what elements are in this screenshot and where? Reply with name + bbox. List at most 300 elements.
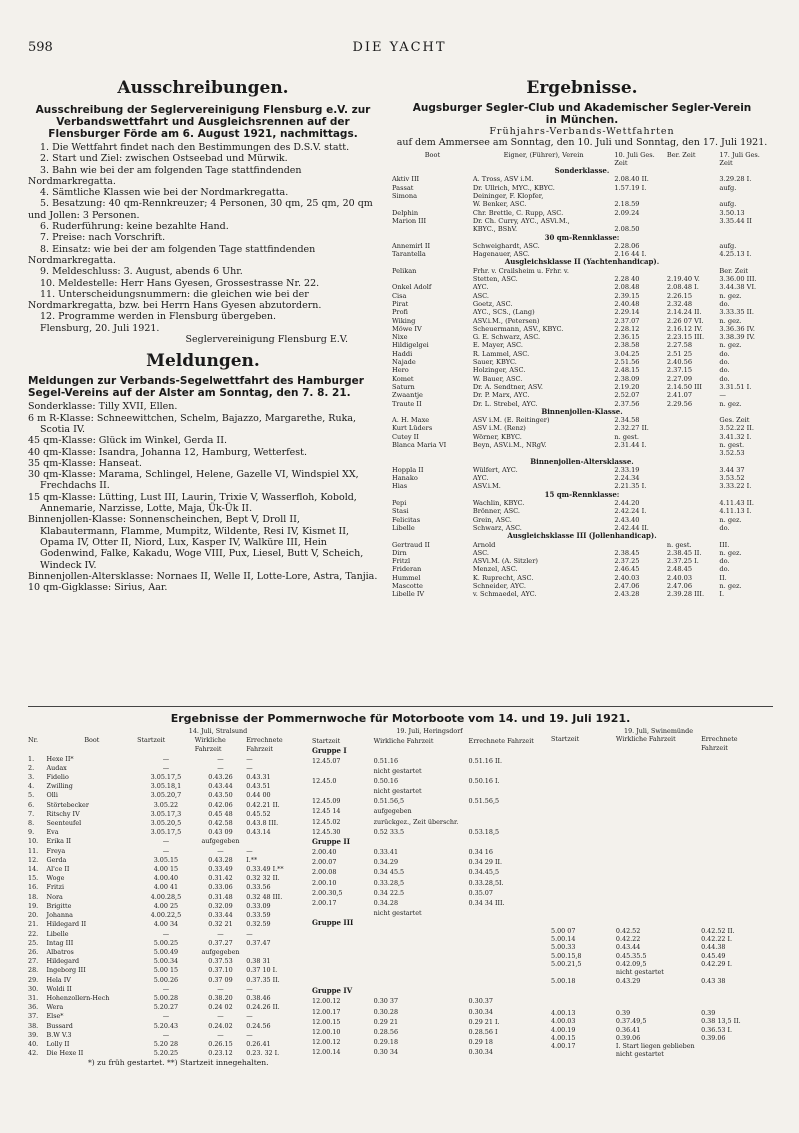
cell-w: 0.51.56,5	[373, 797, 405, 806]
cell-n: 36.	[28, 1003, 39, 1012]
cell-r: 2.47.06	[666, 582, 693, 591]
table-row	[28, 847, 308, 856]
cell-b: Hohenzollern-Hech	[46, 993, 110, 1002]
cell-e: —	[246, 846, 253, 855]
class-heading-row	[392, 234, 772, 242]
cell-b: Passat	[392, 183, 414, 192]
ausschreibung-item: 9. Meldeschluss: 3. August, abends 6 Uhr.	[40, 266, 243, 278]
cell-g2: do.	[719, 374, 730, 383]
cell-g2: n. gez.	[719, 548, 742, 557]
cell-e	[469, 818, 547, 828]
cell-s: —	[162, 763, 170, 772]
table-row	[28, 791, 308, 800]
cell-g: 2.39.15	[614, 291, 640, 300]
hdr-err-2: Errechnete Fahrzeit	[468, 736, 534, 745]
cell-b: Hildegard	[46, 957, 80, 966]
cell-e	[246, 948, 308, 957]
cell-s: 3.05.15	[153, 855, 179, 864]
cell-g: 2.31.44 I.	[614, 440, 647, 449]
cell-s: 3.05.20,7	[150, 791, 182, 800]
cell-b: Libelle	[392, 523, 415, 532]
cell-e: 0.43.14	[246, 828, 271, 837]
table-row	[312, 807, 547, 817]
cell-e: Hagenauer, ASC.	[472, 250, 530, 259]
cell-w: 0.32.09	[208, 901, 233, 910]
cell-r	[667, 225, 720, 233]
cell-e: 0.51.16 II.	[468, 756, 503, 765]
table-row	[28, 773, 308, 782]
cell-w: 0.30.28	[373, 1007, 399, 1016]
table-row	[312, 787, 547, 797]
cell-b: Hanako	[392, 474, 418, 483]
cell-b: Annemirl II	[392, 241, 431, 250]
cell-e: I.**	[246, 855, 258, 864]
hdr-nr: Nr.	[28, 736, 38, 745]
cell-b	[392, 275, 473, 283]
cell-w: 0.39.06	[615, 1033, 641, 1042]
cell-b: Freya	[46, 846, 66, 855]
cell-b	[392, 449, 473, 457]
cell-s: 5.00.33	[551, 943, 576, 952]
cell-e: 0.43 38	[701, 976, 726, 985]
cell-g2: 3.41.32 I.	[719, 432, 752, 441]
table-row	[392, 383, 772, 391]
meldung-item: Binnenjollen-Altersklasse: Nornaes II, Welle II, Lotte-Lore, Astra, Tanjia.	[28, 570, 378, 582]
cell-r	[667, 416, 720, 424]
cell-w: 0.33.49	[208, 865, 233, 874]
table-row	[392, 209, 772, 217]
table-row	[392, 375, 772, 383]
table-row	[312, 1038, 547, 1048]
table-row	[392, 184, 772, 192]
cell-n: 11.	[28, 846, 39, 855]
cell-r	[667, 482, 720, 490]
cell-n: 5.	[28, 791, 35, 800]
cell-e	[469, 767, 547, 777]
table-row	[312, 1008, 547, 1018]
cell-b: Cisa	[392, 291, 407, 300]
table-row	[312, 848, 547, 858]
cell-g2: aufg.	[719, 200, 737, 209]
table-row	[392, 308, 772, 316]
cell-e	[246, 837, 308, 846]
table-row	[312, 777, 547, 787]
cell-n: 15.	[28, 874, 39, 883]
table-row	[392, 275, 772, 283]
cell-r	[667, 267, 720, 275]
cell-n: 31.	[28, 993, 39, 1002]
cell-e: A. Tross, ASV i.M.	[472, 175, 534, 184]
class-heading: Ausgleichsklasse II (Yachtenhandicap).	[504, 257, 660, 267]
cell-b: Profi	[392, 308, 408, 317]
meldung-item: 35 qm-Klasse: Hanseat.	[28, 457, 142, 469]
cell-b: Simona	[392, 192, 418, 201]
cell-b: Al'ce II	[46, 865, 70, 874]
cell-b: Hummel	[392, 573, 421, 582]
cell-r	[667, 424, 720, 432]
cell-e: 0.44 00	[246, 791, 271, 800]
cell-g: 2.24.34	[614, 474, 640, 483]
cell-e	[701, 968, 766, 976]
cell-w: 0.26.15	[208, 1039, 233, 1048]
pommernwoche-title: Ergebnisse der Pommernwoche für Motorboote vom 14. und 19. Juli 1921.	[170, 712, 631, 725]
cell-e: 0.45.52	[246, 809, 271, 818]
cell-b: Onkel Adolf	[392, 283, 432, 292]
cell-w: 0.34 22.5	[373, 888, 405, 897]
section-heading-meldungen: Meldungen.	[146, 351, 260, 372]
ausschreibung-item: 10. Meldestelle: Herr Hans Gyesen, Grossestrasse Nr. 22.	[40, 277, 320, 289]
cell-n: 28.	[28, 966, 39, 975]
cell-b: Ingeborg III	[46, 966, 86, 975]
group-heading: Gruppe II	[312, 836, 350, 846]
cell-b: Frideran	[392, 565, 422, 574]
cell-b: Johanna	[46, 911, 73, 920]
cell-g: 2.33.19	[614, 465, 640, 474]
table-row	[28, 893, 308, 902]
meldungen-list	[28, 401, 378, 593]
cell-s: 3.05.18,1	[150, 782, 182, 791]
table-row	[392, 433, 772, 441]
cell-s: 4.00.28,5	[150, 892, 182, 901]
table-row	[28, 874, 308, 883]
table-row	[392, 341, 772, 349]
table-row	[551, 1034, 766, 1042]
cell-r	[667, 524, 720, 532]
cell-b: Hildegard II	[46, 920, 87, 929]
cell-g2: 3.53.52	[719, 474, 745, 483]
ausschreibung-list	[28, 142, 378, 334]
cell-g: 2.51.56	[614, 358, 640, 367]
table-row	[28, 1031, 308, 1040]
table-row	[28, 902, 308, 911]
cell-g2: do.	[719, 523, 730, 532]
cell-g	[614, 267, 667, 275]
cell-w: 0.43.28	[208, 855, 233, 864]
cell-n: 16.	[28, 883, 39, 892]
cell-b: Erika II	[46, 837, 72, 846]
cell-r: 2.38.45 II.	[666, 548, 702, 557]
cell-s: 5.20.43	[153, 1021, 179, 1030]
table-row	[392, 416, 772, 424]
cell-e: Wachlin, KBYC.	[472, 499, 525, 508]
cell-r	[667, 449, 720, 457]
cell-w: —	[217, 984, 224, 993]
cell-b: Pirat	[392, 299, 409, 308]
table-row	[392, 242, 772, 250]
table-row	[28, 985, 308, 994]
cell-w: 0.33.44	[208, 911, 233, 920]
ausschreibung-item: 11. Unterscheidungsnummern: die gleichen wie bei der Nordmarkregatta, bzw. bei Herrn Hans Gyesen abzutordern.	[28, 288, 322, 312]
cell-n: 4.	[28, 782, 35, 791]
cell-r: 2.23.15 III.	[666, 333, 705, 342]
cell-s: 12.45.0	[312, 776, 337, 785]
cell-g: 2.32.27 II.	[614, 424, 649, 433]
group-heading: Gruppe IV	[312, 986, 353, 996]
cell-g2: —	[719, 391, 727, 400]
cell-w: 0.37 09	[208, 975, 233, 984]
ausschreibung-item: 1. Die Wettfahrt findet nach den Bestimmungen des D.S.V. statt.	[40, 142, 350, 153]
cell-b: Dirn	[392, 548, 407, 557]
cell-w: 0.33.28,5	[373, 878, 405, 887]
table-row	[28, 755, 308, 764]
cell-e: 0.24.26 II.	[246, 1003, 280, 1012]
cell-b: Olli	[46, 791, 58, 800]
cell-w: 0.30 34	[373, 1048, 399, 1057]
cell-e: Chr. Brettle, C. Rupp, ASC.	[472, 208, 564, 217]
table-row	[28, 939, 308, 948]
cell-e: 0.34 29 II.	[468, 858, 503, 867]
cell-g: 2.19.20	[614, 382, 640, 391]
ausschreibung-item: 8. Einsatz: wie bei der am folgenden Tage stattfindenden Nordmarkregatta.	[28, 243, 316, 266]
cell-w: 0.24.02	[208, 1021, 233, 1030]
hdr-wirk-3: Wirkliche Fahrzeit	[615, 735, 676, 744]
cell-e: —	[246, 1012, 253, 1021]
cell-b: Libelle	[46, 929, 69, 938]
cell-s: 3.05.22	[153, 800, 179, 809]
table-row	[392, 300, 772, 308]
table-row	[28, 930, 308, 939]
table-row	[28, 1003, 308, 1012]
cell-s: 5.00 07	[551, 926, 576, 935]
cell-e: 0.30.34	[468, 1007, 493, 1016]
cell-s: 2.00.10	[312, 878, 337, 887]
cell-g: 2.42.24 I.	[614, 507, 647, 516]
cell-s: 4.00.17	[551, 1042, 576, 1051]
cell-e: 0.29 21 I.	[468, 1017, 500, 1026]
cell-r	[667, 209, 720, 217]
cell-e: 0.30.34	[468, 1048, 493, 1057]
col-ges: 10. Juli Ges. Zeit	[614, 150, 655, 167]
cell-g2: n. gest.	[719, 440, 745, 449]
cell-e: 0.45.49	[701, 951, 726, 960]
meldung-item: 45 qm-Klasse: Glück im Winkel, Gerda II.	[28, 435, 227, 447]
cell-b: Pepi	[392, 499, 407, 508]
cell-w: 0.34.29	[373, 858, 399, 867]
cell-g: 2.37.56	[614, 399, 640, 408]
cell-b: Hoppla II	[392, 465, 424, 474]
cell-n: 9.	[28, 828, 35, 837]
cell-g2: 4.25.13 I.	[719, 250, 752, 259]
group-heading-row	[312, 747, 547, 757]
cell-b: Kurt Lüders	[392, 424, 433, 433]
table-row	[551, 960, 766, 968]
cell-b: Woge	[46, 874, 65, 883]
cell-b	[392, 225, 473, 233]
cell-g2: do.	[719, 358, 730, 367]
cell-s	[551, 968, 616, 976]
results-table	[392, 151, 772, 599]
cell-e: R. Lammel, ASC.	[472, 349, 530, 358]
cell-b: Hexe II*	[46, 754, 74, 763]
swinemuende-table	[551, 727, 766, 1059]
cell-b: Fidelio	[46, 773, 69, 782]
cell-e: Dr. A. Sendtner, ASV.	[472, 382, 543, 391]
cell-s: 4.00.13	[551, 1008, 576, 1017]
cell-b: Else*	[46, 1012, 64, 1021]
cell-s: 2.00.17	[312, 898, 337, 907]
cell-s: 3.05.20,5	[150, 819, 182, 828]
cell-w: 0.37.27	[208, 938, 233, 947]
cell-w: 0.42.06	[208, 800, 233, 809]
cell-s: 12.00.15	[312, 1017, 341, 1026]
table-row	[392, 267, 772, 275]
cell-w: —	[217, 929, 224, 938]
cell-e: —	[246, 1030, 253, 1039]
hdr-start-3: Startzeit	[551, 735, 580, 744]
ausschreibung-item: 7. Preise: nach Vorschrift.	[40, 232, 166, 244]
ausschreibung-item: 3. Bahn wie bei der am folgenden Tage stattfindenden Nordmarkregatta.	[28, 164, 302, 187]
cell-e: G. E. Schwarz, ASC.	[472, 333, 541, 342]
cell-e: 0.37.47	[246, 938, 271, 947]
table-row	[28, 856, 308, 865]
table-row	[392, 192, 772, 200]
meldung-item: Binnenjollen-Klasse: Sonnenscheinchen, Bept V, Droll II, Klabautermann, Flamme, Mumpitz, Wildente, Resi IV, Kismet II, Opama IV, Otter II, Niord, Lux, Kasper IV, Walküre III, Hein Godenwind, Falke, Kakadu, Woge VIII, Pux, Liesel, Butt V, Scheich, Windeck IV.	[28, 514, 364, 571]
cell-s: 5.00.49	[153, 947, 179, 956]
class-heading: 15 qm-Rennklasse:	[544, 489, 620, 499]
cell-g2: 3.44.38 VI.	[719, 283, 757, 292]
cell-s	[312, 787, 374, 797]
cell-r: 2.32.48	[666, 299, 693, 308]
cell-s: 4.00 41	[153, 883, 179, 892]
table-row	[392, 516, 772, 524]
cell-s	[312, 767, 374, 777]
table-row	[392, 200, 772, 208]
cell-e: 0.30.37	[468, 997, 493, 1006]
table-row	[312, 889, 547, 899]
cell-e: KBYC., BShV.	[472, 225, 518, 234]
cell-s: 4.00.19	[551, 1025, 576, 1034]
cell-s: 3.05.17,5	[150, 773, 182, 782]
col-boot: Boot	[424, 150, 441, 159]
table-row	[551, 1017, 766, 1025]
meldung-item: 40 qm-Klasse: Isandra, Johanna 12, Hamburg, Wetterfest.	[28, 446, 307, 458]
cell-g2: 3.33.22 I.	[719, 482, 752, 491]
cell-g2: n. gez.	[719, 399, 742, 408]
cell-e: —	[246, 763, 253, 772]
cell-w: 0.45.35.5	[615, 951, 647, 960]
cell-w: 0.42.52	[615, 926, 641, 935]
hdr-start: Startzeit	[137, 736, 166, 745]
cell-b: Cutey II	[392, 432, 419, 441]
cell-r	[667, 175, 720, 183]
cell-g2: 3.31.51 I.	[719, 382, 752, 391]
cell-b: A. H. Maxe	[392, 416, 430, 425]
cell-e	[469, 807, 547, 817]
cell-n: 38.	[28, 1021, 39, 1030]
cell-b: Intag III	[46, 938, 74, 947]
cell-e: 0.23. 32 I.	[246, 1049, 280, 1058]
pommernwoche-section	[28, 713, 773, 1068]
cell-e: 0.33.49 I.**	[246, 865, 284, 874]
cell-g: 2.43.40	[614, 515, 640, 524]
cell-b: Zwaantje	[392, 391, 423, 400]
table-row	[392, 574, 772, 582]
cell-w: nicht gestartet	[373, 909, 422, 918]
cell-w: 0.31.42	[208, 874, 233, 883]
stralsund-heading: 14. Juli, Stralsund	[188, 727, 248, 735]
cell-w: 0.42.58	[208, 819, 233, 828]
table-row	[28, 764, 308, 773]
cell-e: Goetz, ASC.	[472, 299, 513, 308]
cell-b: Felicitas	[392, 515, 421, 524]
cell-e: 0.42.21 II.	[246, 800, 280, 809]
cell-r	[667, 192, 720, 200]
cell-e: Grein, ASC.	[472, 515, 512, 524]
cell-e	[469, 787, 547, 797]
cell-g2: 3.35.44 II	[719, 216, 752, 225]
cell-s: 12.00.12	[312, 997, 341, 1006]
cell-e: Dr. L. Strebel, AYC.	[472, 399, 538, 408]
cell-g2: 3.36.00 III.	[719, 275, 757, 284]
cell-s: 12.00.10	[312, 1027, 341, 1036]
cell-s: 4.00 25	[153, 901, 179, 910]
cell-g2: do.	[719, 366, 730, 375]
cell-e: 0.51.56,5	[468, 797, 500, 806]
cell-e: Beyn, ASV.i.M., NRgV.	[472, 440, 547, 449]
race-subtitle: Frühjahrs-Verbands-Wettfahrten	[489, 126, 675, 137]
cell-s: 12.45.02	[312, 817, 341, 826]
table-row	[28, 819, 308, 828]
table-row	[392, 391, 772, 399]
cell-r	[667, 499, 720, 507]
table-row	[551, 1009, 766, 1017]
cell-s: 5.20.27	[153, 1003, 179, 1012]
table-row	[28, 837, 308, 846]
table-row	[312, 879, 547, 889]
table-row	[28, 865, 308, 874]
table-row	[392, 350, 772, 358]
cell-e: Wülfert, AYC.	[472, 465, 518, 474]
cell-b: Aktiv III	[392, 175, 420, 184]
cell-n: 37.	[28, 1012, 39, 1021]
cell-g2: aufg.	[719, 241, 737, 250]
table-row	[392, 441, 772, 449]
cell-n: 8.	[28, 819, 35, 828]
cell-g	[614, 217, 667, 225]
cell-e: 0.29 18	[468, 1038, 493, 1047]
cell-e: K. Ruprecht, ASC.	[472, 573, 534, 582]
cell-n: 12.	[28, 855, 39, 864]
table-row	[392, 466, 772, 474]
cell-b: Najade	[392, 358, 416, 367]
meldungen-title: Meldungen zur Verbands-Segelwettfahrt des Hamburger Segel-Vereins auf der Alster am Sonntag, den 7. 8. 21.	[28, 375, 364, 400]
cell-w: 0.50.16	[373, 776, 399, 785]
cell-r: 2.27.09	[666, 374, 693, 383]
cell-b: Möwe IV	[392, 324, 422, 333]
ausschreibung-item: 5. Besatzung: 40 qm-Rennkreuzer; 4 Personen, 30 qm, 25 qm, 20 qm und Jollen: 3 Personen.	[28, 198, 373, 221]
cell-e: Wörner, KBYC.	[472, 432, 522, 441]
cell-w: 0.51.16	[373, 756, 399, 765]
table-row	[312, 858, 547, 868]
hdr-wirk: Wirkliche Fahrzeit	[194, 736, 226, 753]
cell-b: Libelle IV	[392, 590, 425, 599]
race-date: auf dem Ammersee am Sonntag, den 10. Juli und Sonntag, den 17. Juli 1921.	[396, 137, 768, 149]
cell-e: 0.33.56	[246, 883, 271, 892]
cell-g2	[719, 192, 772, 200]
cell-g2: 3.38.39 IV.	[719, 333, 755, 342]
cell-n: 19.	[28, 901, 39, 910]
table-row	[392, 333, 772, 341]
cell-w: I. Start liegen geblieben	[615, 1042, 695, 1051]
cell-e: 0.37 10 I.	[246, 966, 278, 975]
table-row	[28, 911, 308, 920]
table-row	[312, 767, 547, 777]
class-heading-row	[392, 167, 772, 175]
table-row	[551, 935, 766, 943]
cell-e: ASV i.M. (Renz)	[472, 424, 526, 433]
cell-n: 29.	[28, 975, 39, 984]
cell-e: Dr. Ch. Curry, AYC., ASVi.M.,	[472, 216, 570, 225]
